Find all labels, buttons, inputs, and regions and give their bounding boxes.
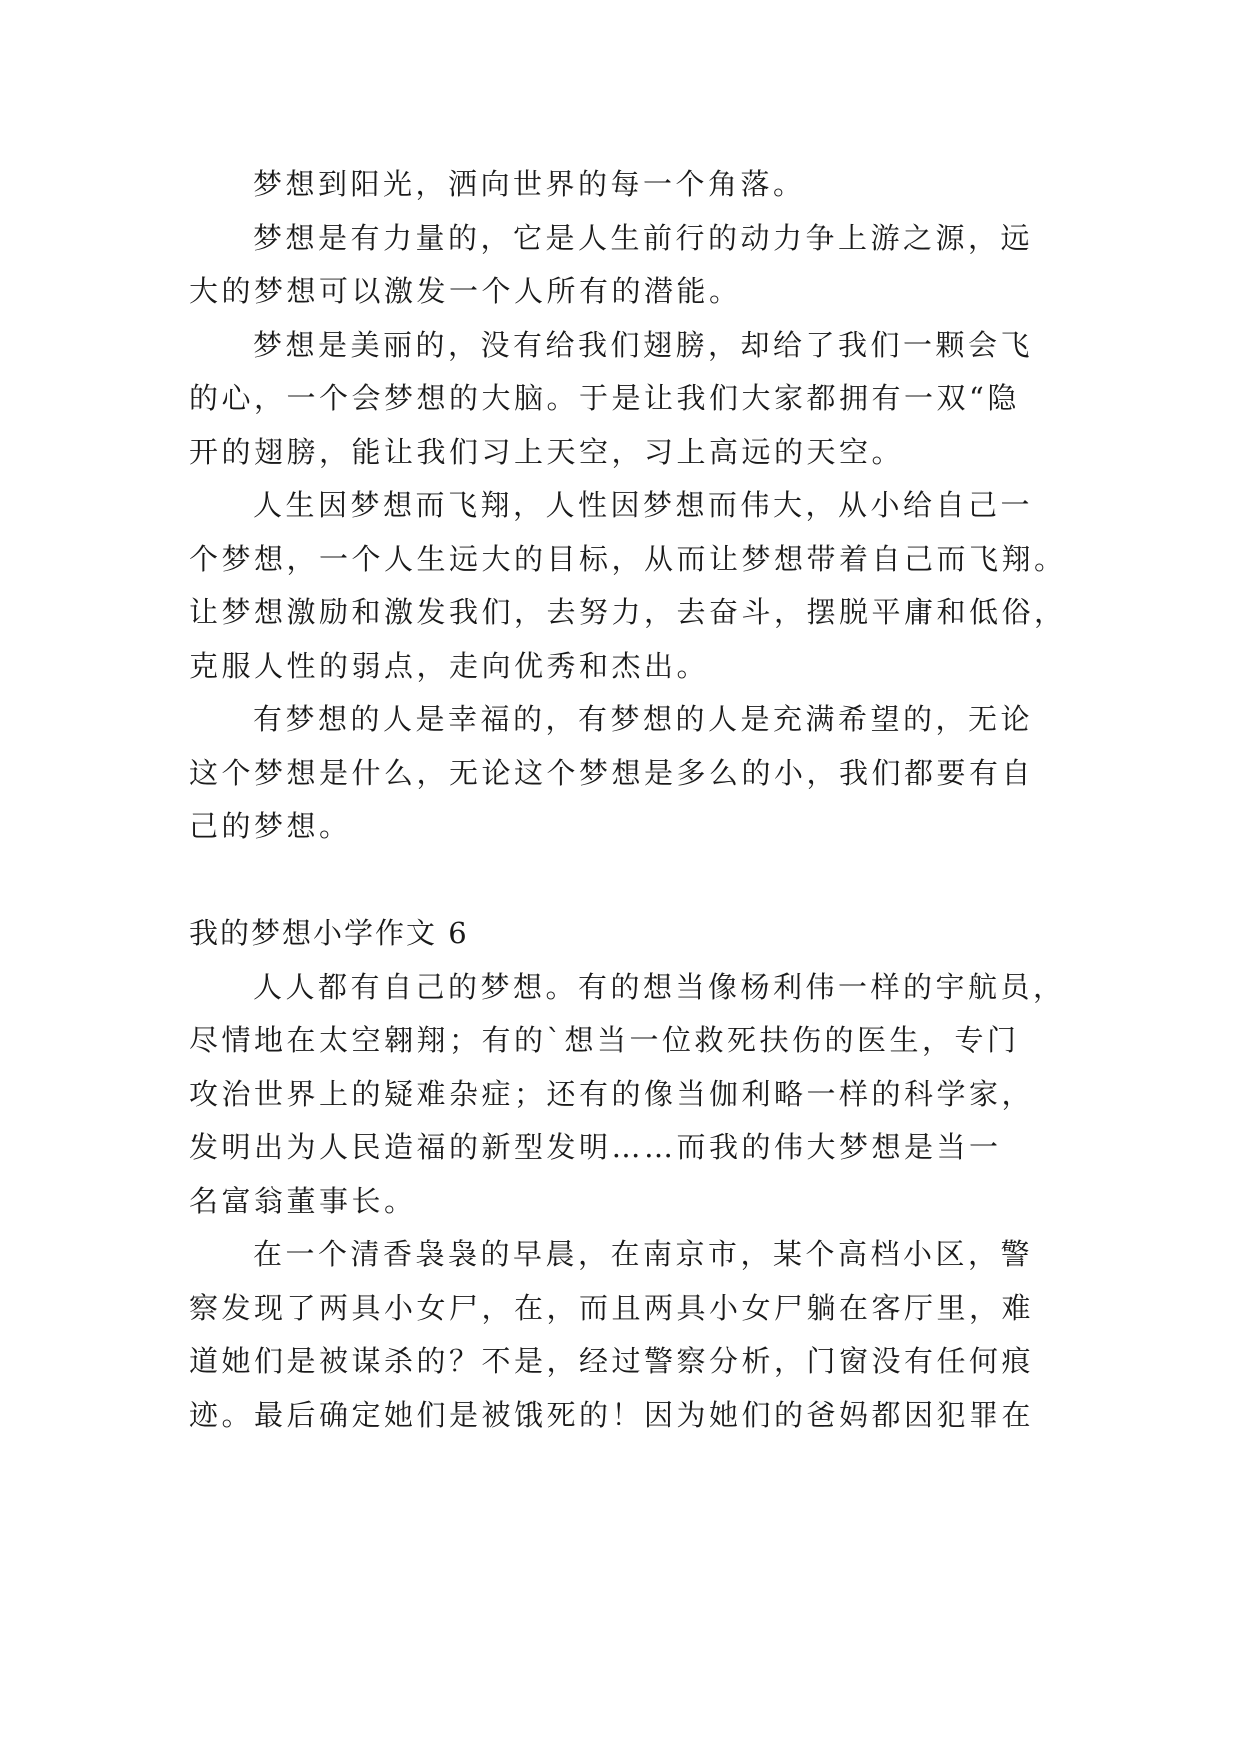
paragraph-line: 梦想是有力量的，它是人生前行的动力争上游之源，远 — [253, 220, 1034, 255]
paragraph-line: 尽情地在太空翱翔；有的`想当一位救死扶伤的医生，专门 — [189, 1023, 1020, 1057]
paragraph-line: 人生因梦想而飞翔，人性因梦想而伟大，从小给自己一 — [253, 488, 1034, 522]
paragraph-line: 名富翁董事长。 — [189, 1183, 417, 1218]
section-gap — [189, 854, 1069, 908]
paragraph-line: 克服人性的弱点，走向优秀和杰出。 — [189, 648, 710, 683]
essay-title: 我的梦想小学作文 6 — [189, 916, 469, 950]
paragraph-line: 发明出为人民造福的新型发明……而我的伟大梦想是当一 — [189, 1130, 1002, 1164]
paragraph-line: 这个梦想是什么，无论这个梦想是多么的小，我们都要有自 — [189, 755, 1035, 790]
paragraph-line: 己的梦想。 — [189, 809, 352, 843]
paragraph-line: 人人都有自己的梦想。有的想当像杨利伟一样的宇航员， — [253, 969, 1066, 1004]
document-page — [189, 158, 1069, 1442]
paragraph-line: 的心，一个会梦想的大脑。于是让我们大家都拥有一双“隐 — [189, 381, 1020, 415]
paragraph-line: 大的梦想可以激发一个人所有的潜能。 — [189, 274, 742, 308]
paragraph-line: 梦想是美丽的，没有给我们翅膀，却给了我们一颗会飞 — [253, 327, 1034, 362]
paragraph-line: 迹。最后确定她们是被饿死的！因为她们的爸妈都因犯罪在 — [189, 1397, 1035, 1432]
paragraph-line: 在一个清香袅袅的早晨，在南京市，某个高档小区，警 — [253, 1237, 1034, 1271]
paragraph-line: 有梦想的人是幸福的，有梦想的人是充满希望的，无论 — [253, 702, 1034, 736]
paragraph-line: 梦想到阳光，洒向世界的每一个角落。 — [253, 167, 806, 201]
paragraph-line: 察发现了两具小女尸，在，而且两具小女尸躺在客厅里，难 — [189, 1290, 1035, 1325]
paragraph-line: 道她们是被谋杀的？不是，经过警察分析，门窗没有任何痕 — [189, 1344, 1035, 1378]
paragraph-line: 让梦想激励和激发我们，去努力，去奋斗，摆脱平庸和低俗， — [189, 595, 1067, 629]
paragraph-line: 开的翅膀，能让我们习上天空，习上高远的天空。 — [189, 434, 905, 469]
paragraph-line: 个梦想，一个人生远大的目标，从而让梦想带着自己而飞翔。 — [189, 541, 1067, 576]
paragraph-line: 攻治世界上的疑难杂症；还有的像当伽利略一样的科学家， — [189, 1076, 1035, 1111]
